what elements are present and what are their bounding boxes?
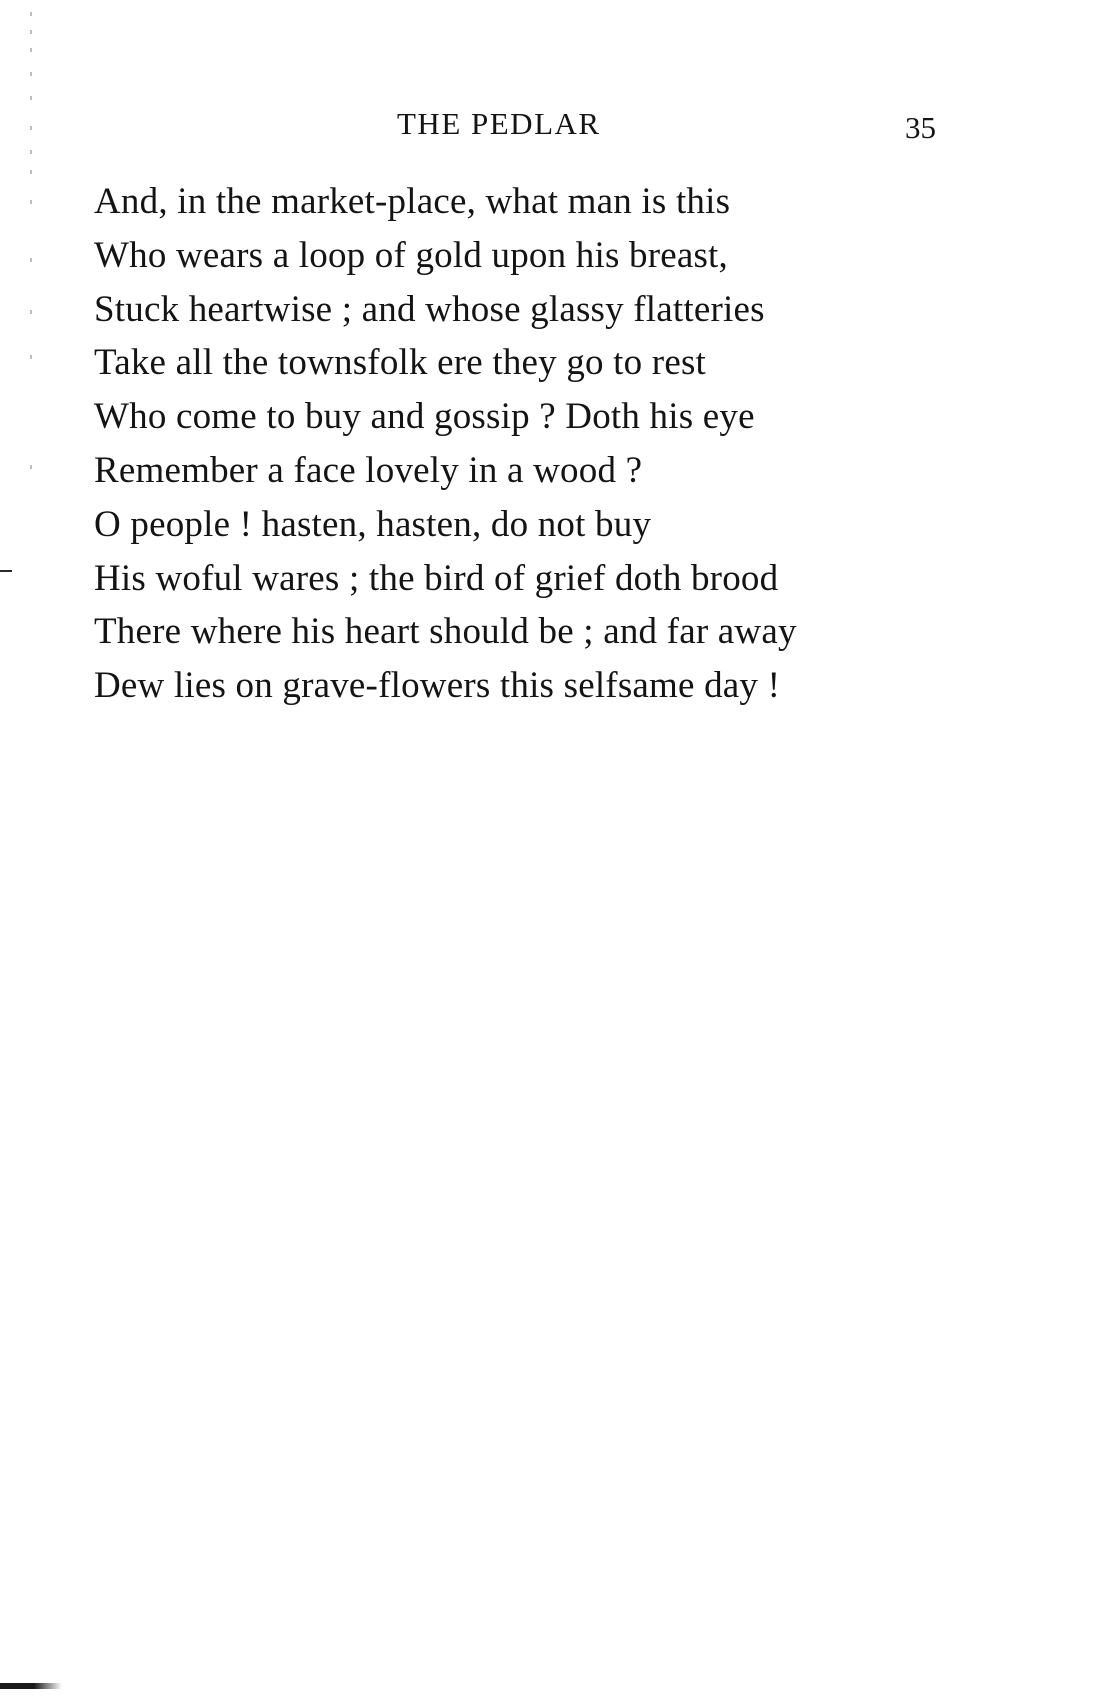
scan-speck (30, 200, 32, 204)
scan-speck (30, 30, 32, 34)
scan-speck (30, 258, 32, 262)
page-number: 35 (905, 110, 936, 145)
scan-speck (30, 96, 32, 100)
poem-line: Remember a face lovely in a wood ? (94, 449, 643, 491)
poem-line: Stuck heartwise ; and whose glassy flatteries (94, 288, 765, 330)
scan-speck (30, 12, 32, 16)
poem-line: Who come to buy and gossip ? Doth his eye (94, 396, 755, 438)
poem-line: There where his heart should be ; and far away (94, 611, 797, 653)
scan-speck (30, 48, 32, 52)
scan-speck (30, 150, 32, 154)
running-head (0, 104, 1120, 144)
scan-speck (30, 355, 32, 359)
scan-speck (30, 170, 32, 174)
poem-line: And, in the market-place, what man is this (94, 181, 731, 222)
scan-speck (30, 310, 32, 314)
poem-line: O people ! hasten, hasten, do not buy (94, 503, 652, 545)
scan-speck (30, 72, 32, 76)
margin-mark (0, 570, 12, 572)
scan-margin-specks (30, 0, 60, 1701)
poem-line: His woful wares ; the bird of grief doth brood (94, 557, 779, 599)
scan-speck (30, 465, 32, 469)
scan-corner-smudge (0, 1683, 62, 1689)
poem-line: Who wears a loop of gold upon his breast, (94, 234, 728, 276)
poem-stanza (94, 175, 1034, 713)
poem-line: Dew lies on grave-flowers this selfsame day ! (94, 665, 781, 707)
running-title: THE PEDLAR (397, 106, 601, 141)
poem-line: Take all the townsfolk ere they go to rest (94, 342, 707, 384)
